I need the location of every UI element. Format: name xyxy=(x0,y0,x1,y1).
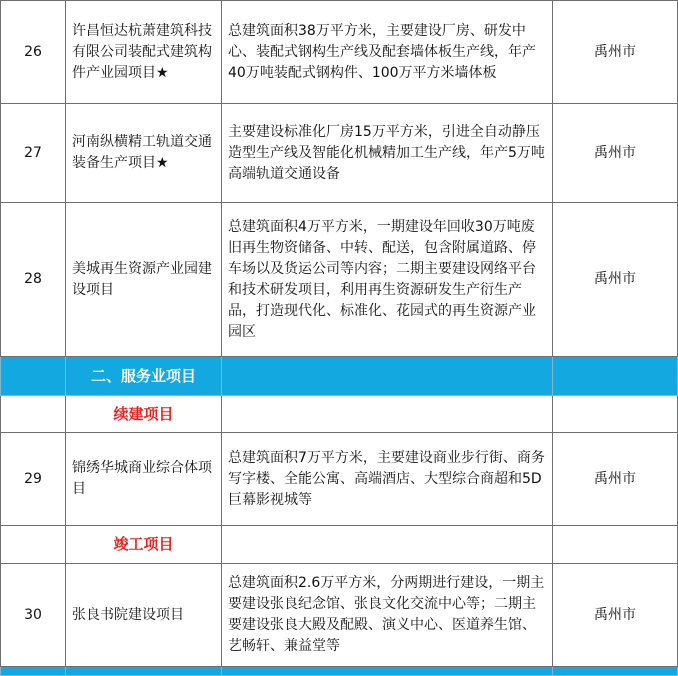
section-title: 二、服务业项目 xyxy=(66,357,222,396)
row-number: 27 xyxy=(1,104,66,203)
section-cell-empty xyxy=(222,357,553,396)
project-location: 禹州市 xyxy=(553,203,678,357)
row-number: 26 xyxy=(1,1,66,104)
project-description: 总建筑面积38万平方米，主要建设厂房、研发中心、装配式钢构生产线及配套墙体板生产线，年产40万吨装配式钢构件、100万平方米墙体板 xyxy=(222,1,553,104)
section-header-row xyxy=(1,357,678,396)
table-row xyxy=(1,1,678,104)
table-row xyxy=(1,433,678,526)
subsection-cell-empty xyxy=(553,396,678,433)
project-name: 河南纵横精工轨道交通装备生产项目★ xyxy=(66,104,222,203)
subsection-cell-empty xyxy=(1,526,66,564)
section-cell-empty xyxy=(1,667,66,676)
section-cell-empty xyxy=(66,667,222,676)
subsection-cell-empty xyxy=(222,396,553,433)
project-description: 总建筑面积4万平方米，一期建设年回收30万吨废旧再生物资储备、中转、配送，包含附属道路、停车场以及货运公司等内容；二期主要建设网络平台和技术研发项目，利用再生资源研发生产衍生产品，打造现代化、标准化、花园式的再生资源产业园区 xyxy=(222,203,553,357)
project-description: 总建筑面积7万平方米，主要建设商业步行街、商务写字楼、全能公寓、高端酒店、大型综合商超和5D巨幕影视城等 xyxy=(222,433,553,526)
section-cell-empty xyxy=(222,667,553,676)
section-cell-empty xyxy=(1,357,66,396)
subsection-row xyxy=(1,526,678,564)
row-number: 30 xyxy=(1,564,66,667)
project-location: 禹州市 xyxy=(553,564,678,667)
project-name: 锦绣华城商业综合体项目 xyxy=(66,433,222,526)
project-location: 禹州市 xyxy=(553,104,678,203)
subsection-cell-empty xyxy=(553,526,678,564)
project-location: 禹州市 xyxy=(553,433,678,526)
table-row xyxy=(1,564,678,667)
section-cell-empty xyxy=(553,667,678,676)
subsection-row xyxy=(1,396,678,433)
project-name: 许昌恒达杭萧建筑科技有限公司装配式建筑构件产业园项目★ xyxy=(66,1,222,104)
row-number: 28 xyxy=(1,203,66,357)
project-description: 总建筑面积2.6万平方米，分两期进行建设，一期主要建设张良纪念馆、张良文化交流中心等；二期主要建设张良大殿及配殿、演义中心、医道养生馆、艺畅轩、兼益堂等 xyxy=(222,564,553,667)
subsection-cell-empty xyxy=(222,526,553,564)
subsection-title: 竣工项目 xyxy=(66,526,222,564)
table-row xyxy=(1,203,678,357)
project-name: 美城再生资源产业园建设项目 xyxy=(66,203,222,357)
section-header-row xyxy=(1,667,678,676)
section-cell-empty xyxy=(553,357,678,396)
subsection-title: 续建项目 xyxy=(66,396,222,433)
table-row xyxy=(1,104,678,203)
subsection-cell-empty xyxy=(1,396,66,433)
project-description: 主要建设标准化厂房15万平方米，引进全自动静压造型生产线及智能化机械精加工生产线，年产5万吨高端轨道交通设备 xyxy=(222,104,553,203)
row-number: 29 xyxy=(1,433,66,526)
project-name: 张良书院建设项目 xyxy=(66,564,222,667)
project-location: 禹州市 xyxy=(553,1,678,104)
